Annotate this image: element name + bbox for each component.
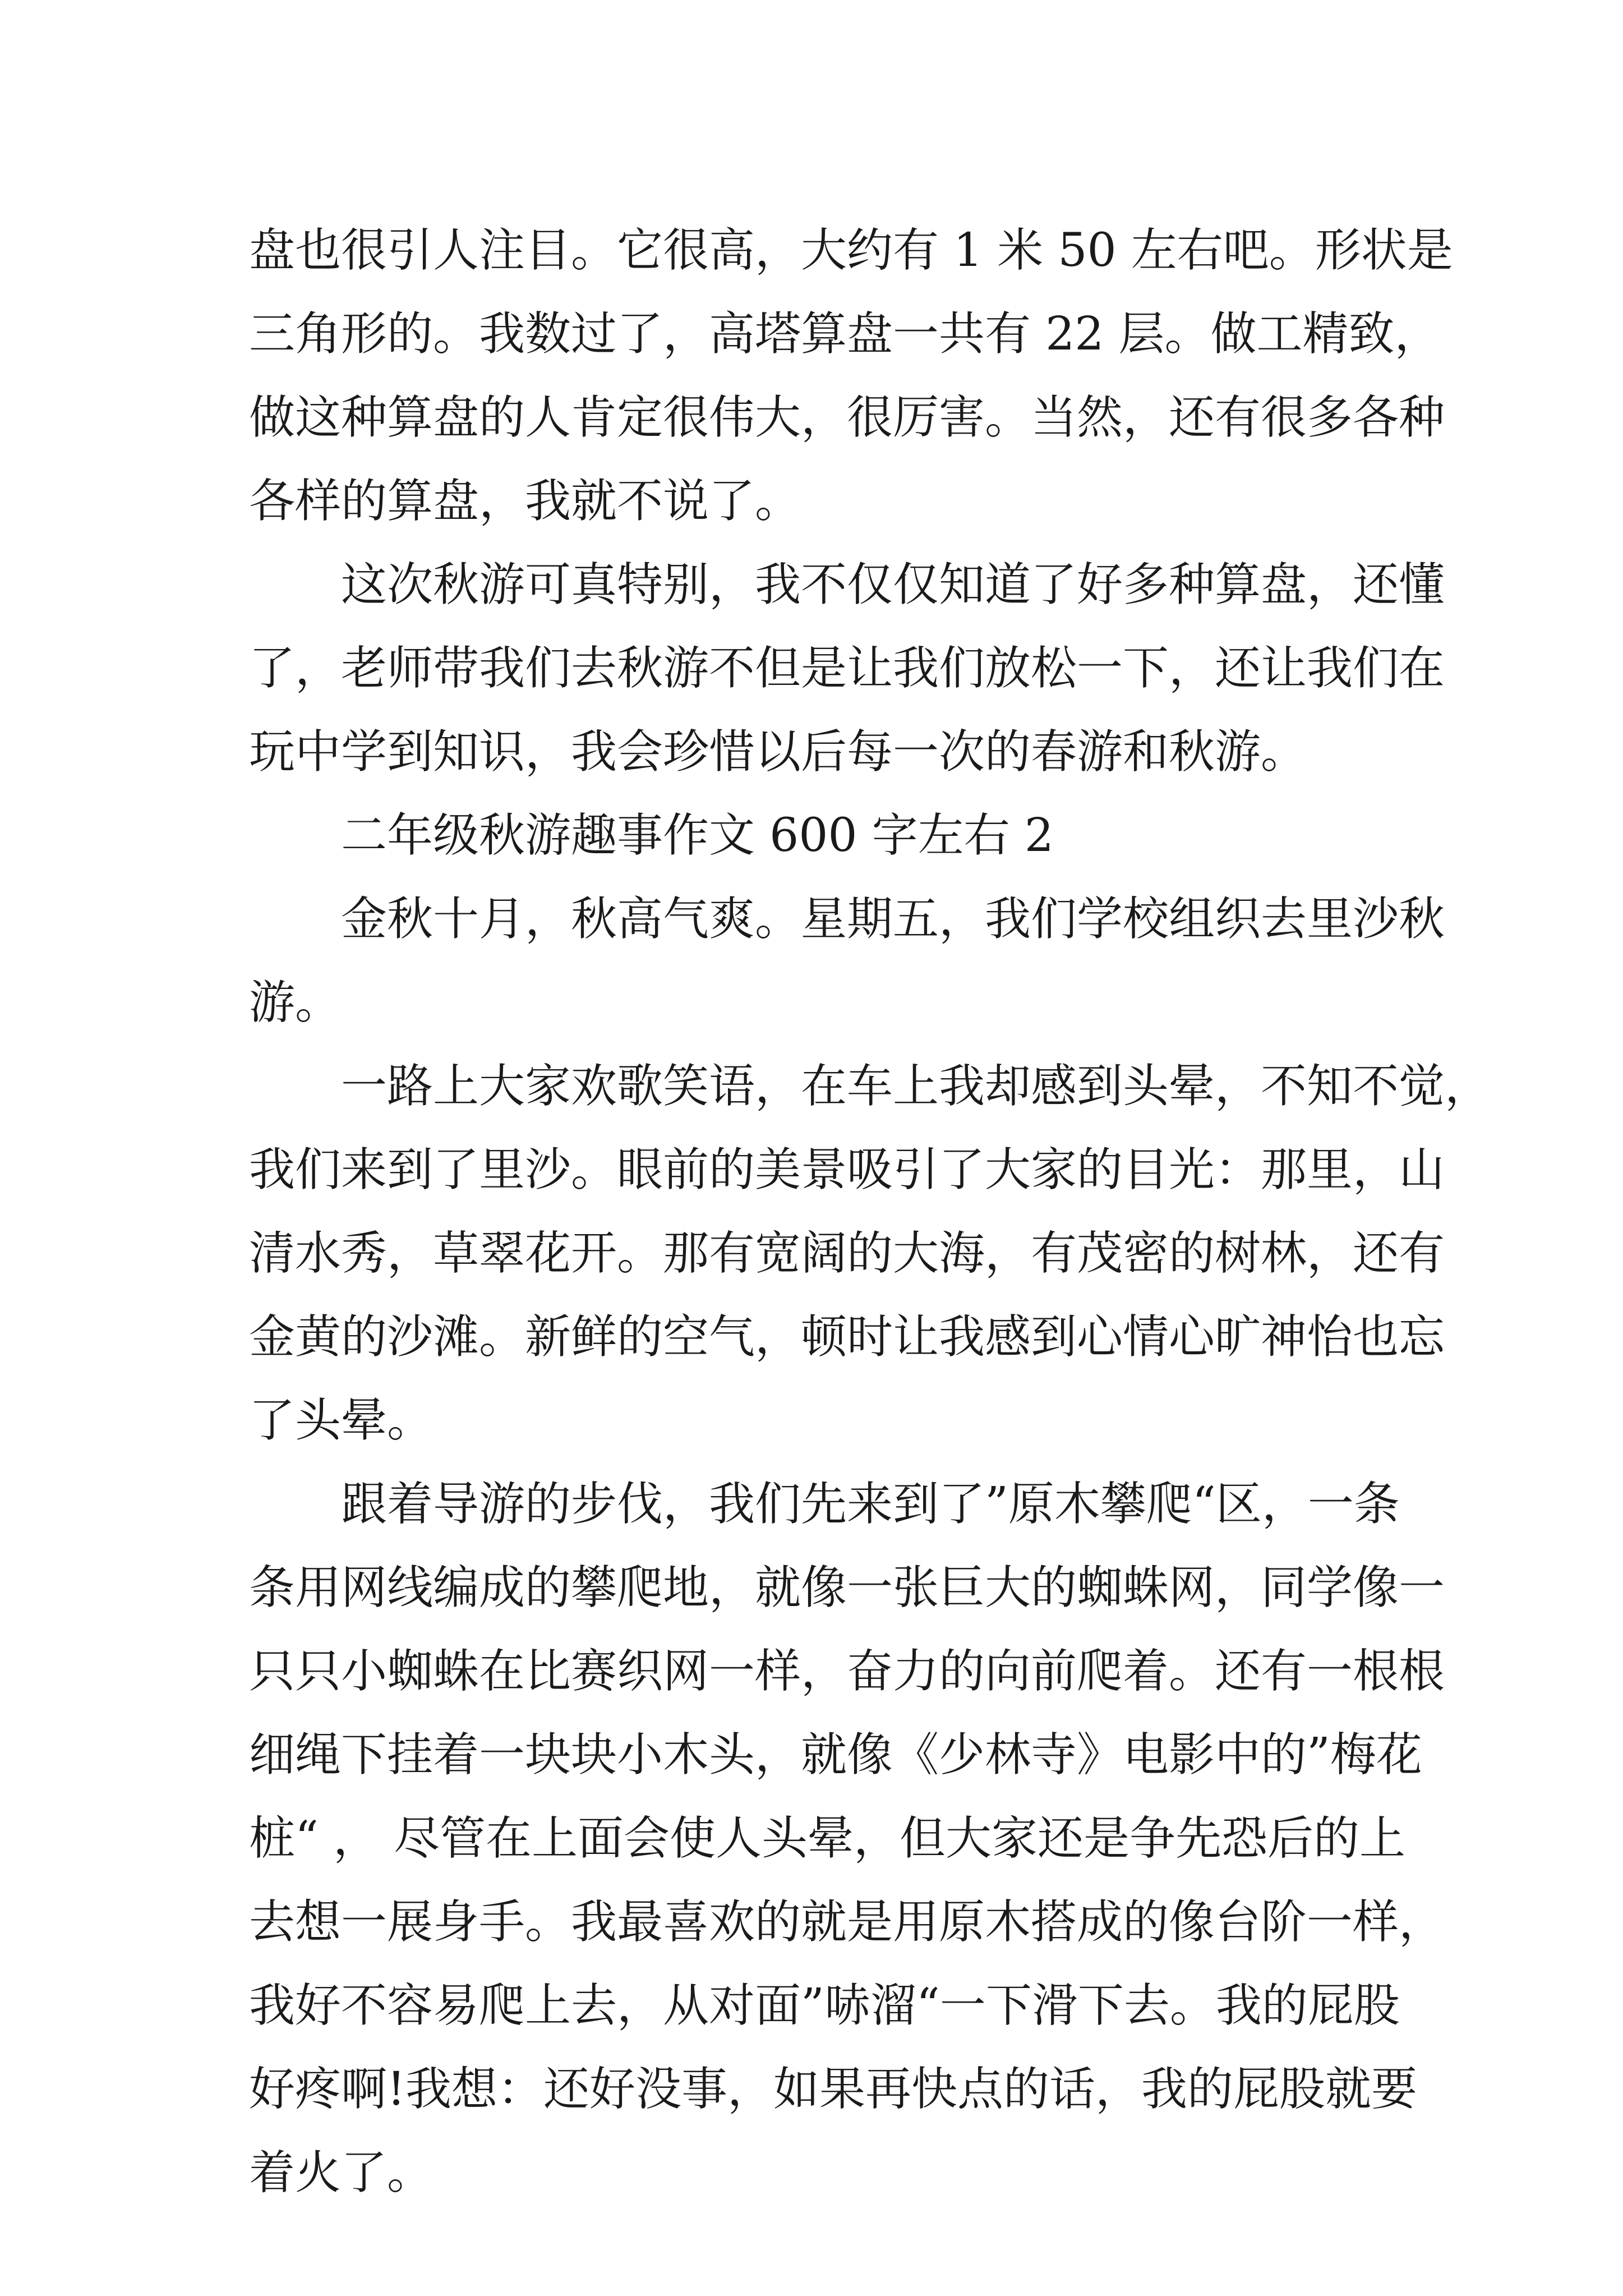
text-line: 各样的算盘，我就不说了。 (249, 475, 801, 528)
text-line: 玩中学到知识，我会珍惜以后每一次的春游和秋游。 (249, 725, 1307, 779)
text-line: 金黄的沙滩。新鲜的空气，顿时让我感到心情心旷神怡也忘 (249, 1310, 1445, 1364)
text-line: 跟着导游的步伐，我们先来到了”原木攀爬“区，一条 (341, 1478, 1400, 1531)
document-body (249, 209, 1491, 2215)
text-line: 金秋十月，秋高气爽。星期五，我们学校组织去里沙秋 (341, 892, 1445, 946)
text-line: 盘也很引人注目。它很高，大约有 1 米 50 左右吧。形状是 (249, 224, 1453, 277)
text-line: 游。 (249, 976, 342, 1029)
text-line: 三角形的。我数过了，高塔算盘一共有 22 层。做工精致， (249, 307, 1441, 361)
text-line: 这次秋游可真特别，我不仅仅知道了好多种算盘，还懂 (341, 558, 1445, 611)
text-line: 一路上大家欢歌笑语，在车上我却感到头晕，不知不觉， (341, 1060, 1491, 1113)
text-line: 了头晕。 (249, 1394, 434, 1447)
text-line: 去想一展身手。我最喜欢的就是用原木搭成的像台阶一样， (249, 1895, 1445, 1949)
text-line: 细绳下挂着一块块小木头，就像《少林寺》电影中的”梅花 (249, 1728, 1422, 1782)
text-line: 桩“ ， 尽管在上面会使人头晕，但大家还是争先恐后的上 (249, 1812, 1406, 1865)
text-line: 着火了。 (249, 2146, 434, 2200)
text-line: 我们来到了里沙。眼前的美景吸引了大家的目光：那里，山 (249, 1143, 1445, 1197)
section-heading: 二年级秋游趣事作文 600 字左右 2 (341, 809, 1054, 862)
text-line: 做这种算盘的人肯定很伟大，很厉害。当然，还有很多各种 (249, 391, 1445, 444)
text-line: 只只小蜘蛛在比赛织网一样，奋力的向前爬着。还有一根根 (249, 1645, 1445, 1698)
text-line: 我好不容易爬上去，从对面”哧溜“一下滑下去。我的屁股 (249, 1979, 1400, 2032)
text-line: 好疼啊!我想：还好没事，如果再快点的话，我的屁股就要 (249, 2063, 1417, 2116)
text-line: 条用网线编成的攀爬地，就像一张巨大的蜘蛛网，同学像一 (249, 1561, 1445, 1614)
text-line: 了，老师带我们去秋游不但是让我们放松一下，还让我们在 (249, 642, 1445, 695)
text-line: 清水秀，草翠花开。那有宽阔的大海，有茂密的树林，还有 (249, 1227, 1445, 1280)
